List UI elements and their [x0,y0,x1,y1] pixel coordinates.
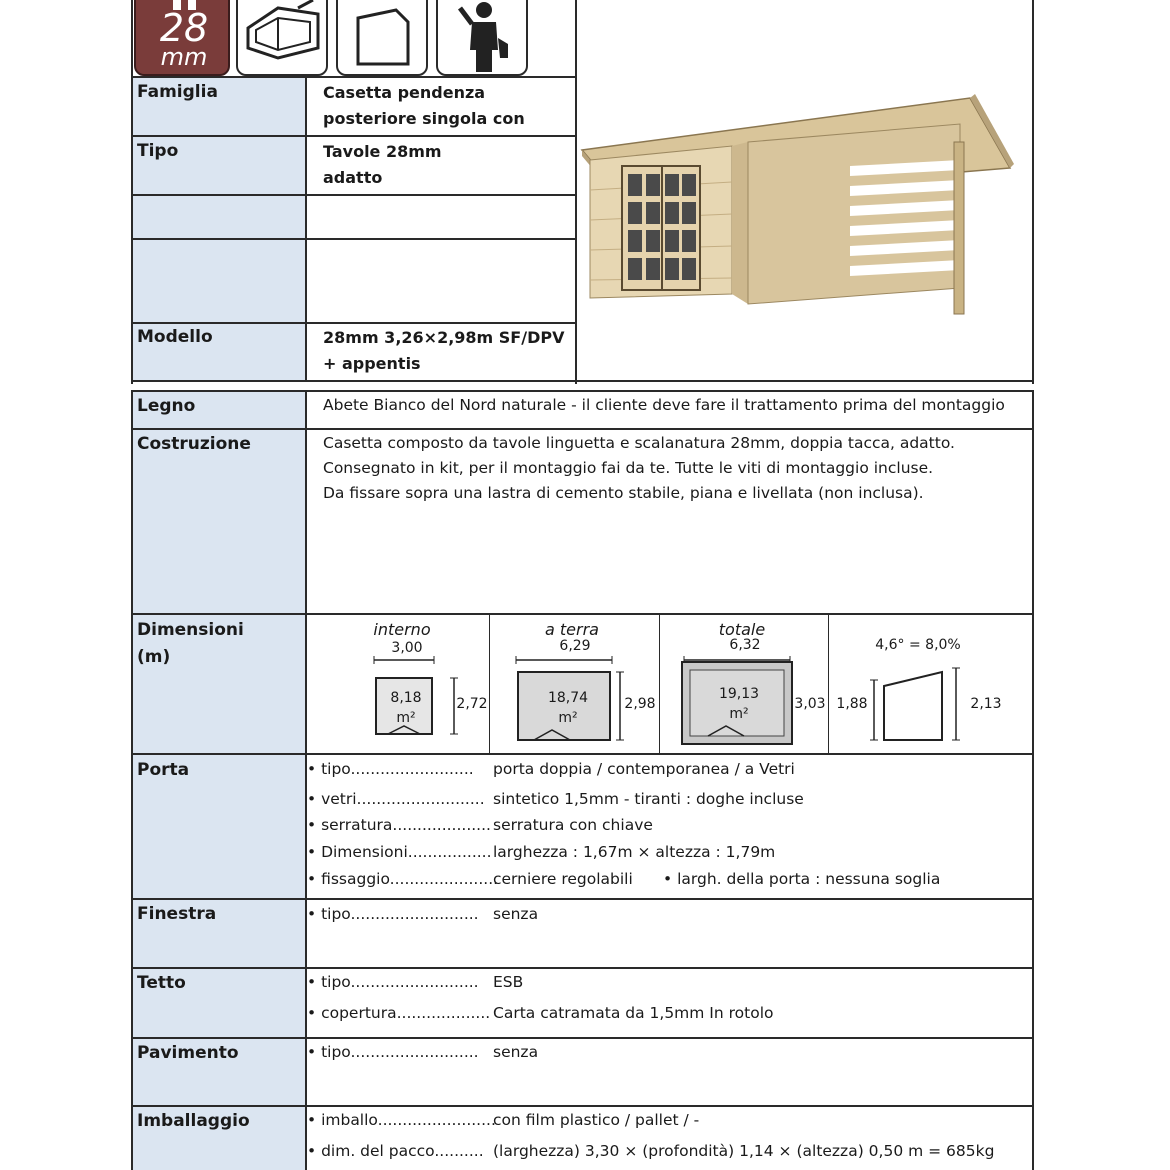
interno-caption: interno [373,620,431,639]
a-terra-caption: a terra [545,620,599,639]
totale-caption: totale [718,620,766,639]
costruzione-line-2: Consegnato in kit, per il montaggio fai da te. Tutte le viti di montaggio incluse. [323,459,934,477]
finestra-label: Finestra [137,904,217,924]
imballaggio-label: Imballaggio [137,1111,250,1131]
interno-area-unit: m² [396,710,416,726]
door-fitting-icon [236,0,328,76]
a-terra-area-unit: m² [558,710,578,726]
profile-slope: 4,6° = 8,0% [875,637,961,653]
house-illustration [580,90,1020,330]
dimensioni-unit: (m) [137,647,171,667]
self-assembly-person-icon [436,0,528,76]
modello-label: Modello [137,327,213,347]
tipo-label: Tipo [137,141,179,161]
a-terra-width: 6,29 [559,638,591,654]
costruzione-label: Costruzione [137,434,251,454]
costruzione-line-3: Da fissare sopra una lastra di cemento stabile, piana e livellata (non inclusa). [323,484,924,502]
totale-area-unit: m² [729,706,749,722]
interno-area: 8,18 [390,690,422,706]
a-terra-area: 18,74 [547,690,589,706]
thickness-badge-icon [134,0,230,76]
dimensioni-label: Dimensioni [137,620,244,640]
totale-width: 6,32 [729,637,761,653]
legno-label: Legno [137,396,196,416]
porta-label: Porta [137,760,190,780]
profile-drawing [868,660,968,746]
interno-height: 2,72 [456,696,488,712]
panel-icon [336,0,428,76]
profile-high-height: 2,13 [970,696,1002,712]
totale-area: 19,13 [718,686,760,702]
a-terra-height: 2,98 [624,696,656,712]
modello-value: 28mm 3,26×2,98m SF/DPV + appentis [323,328,565,373]
pavimento-label: Pavimento [137,1043,239,1063]
interno-width: 3,00 [391,640,423,656]
famiglia-label: Famiglia [137,82,218,102]
legno-value: Abete Bianco del Nord naturale - il cliente deve fare il trattamento prima del montaggio [323,396,1005,414]
profile-low-height: 1,88 [836,696,868,712]
thickness-unit: mm [160,43,208,71]
tetto-label: Tetto [137,973,186,993]
tipo-value: Tavole 28mm adatto [323,142,442,187]
costruzione-line-1: Casetta composto da tavole linguetta e scalanatura 28mm, doppia tacca, adatto. [323,434,955,452]
famiglia-value: Casetta pendenza posteriore singola con [323,83,525,128]
thickness-value: 28 [159,6,209,50]
totale-height: 3,03 [794,696,826,712]
